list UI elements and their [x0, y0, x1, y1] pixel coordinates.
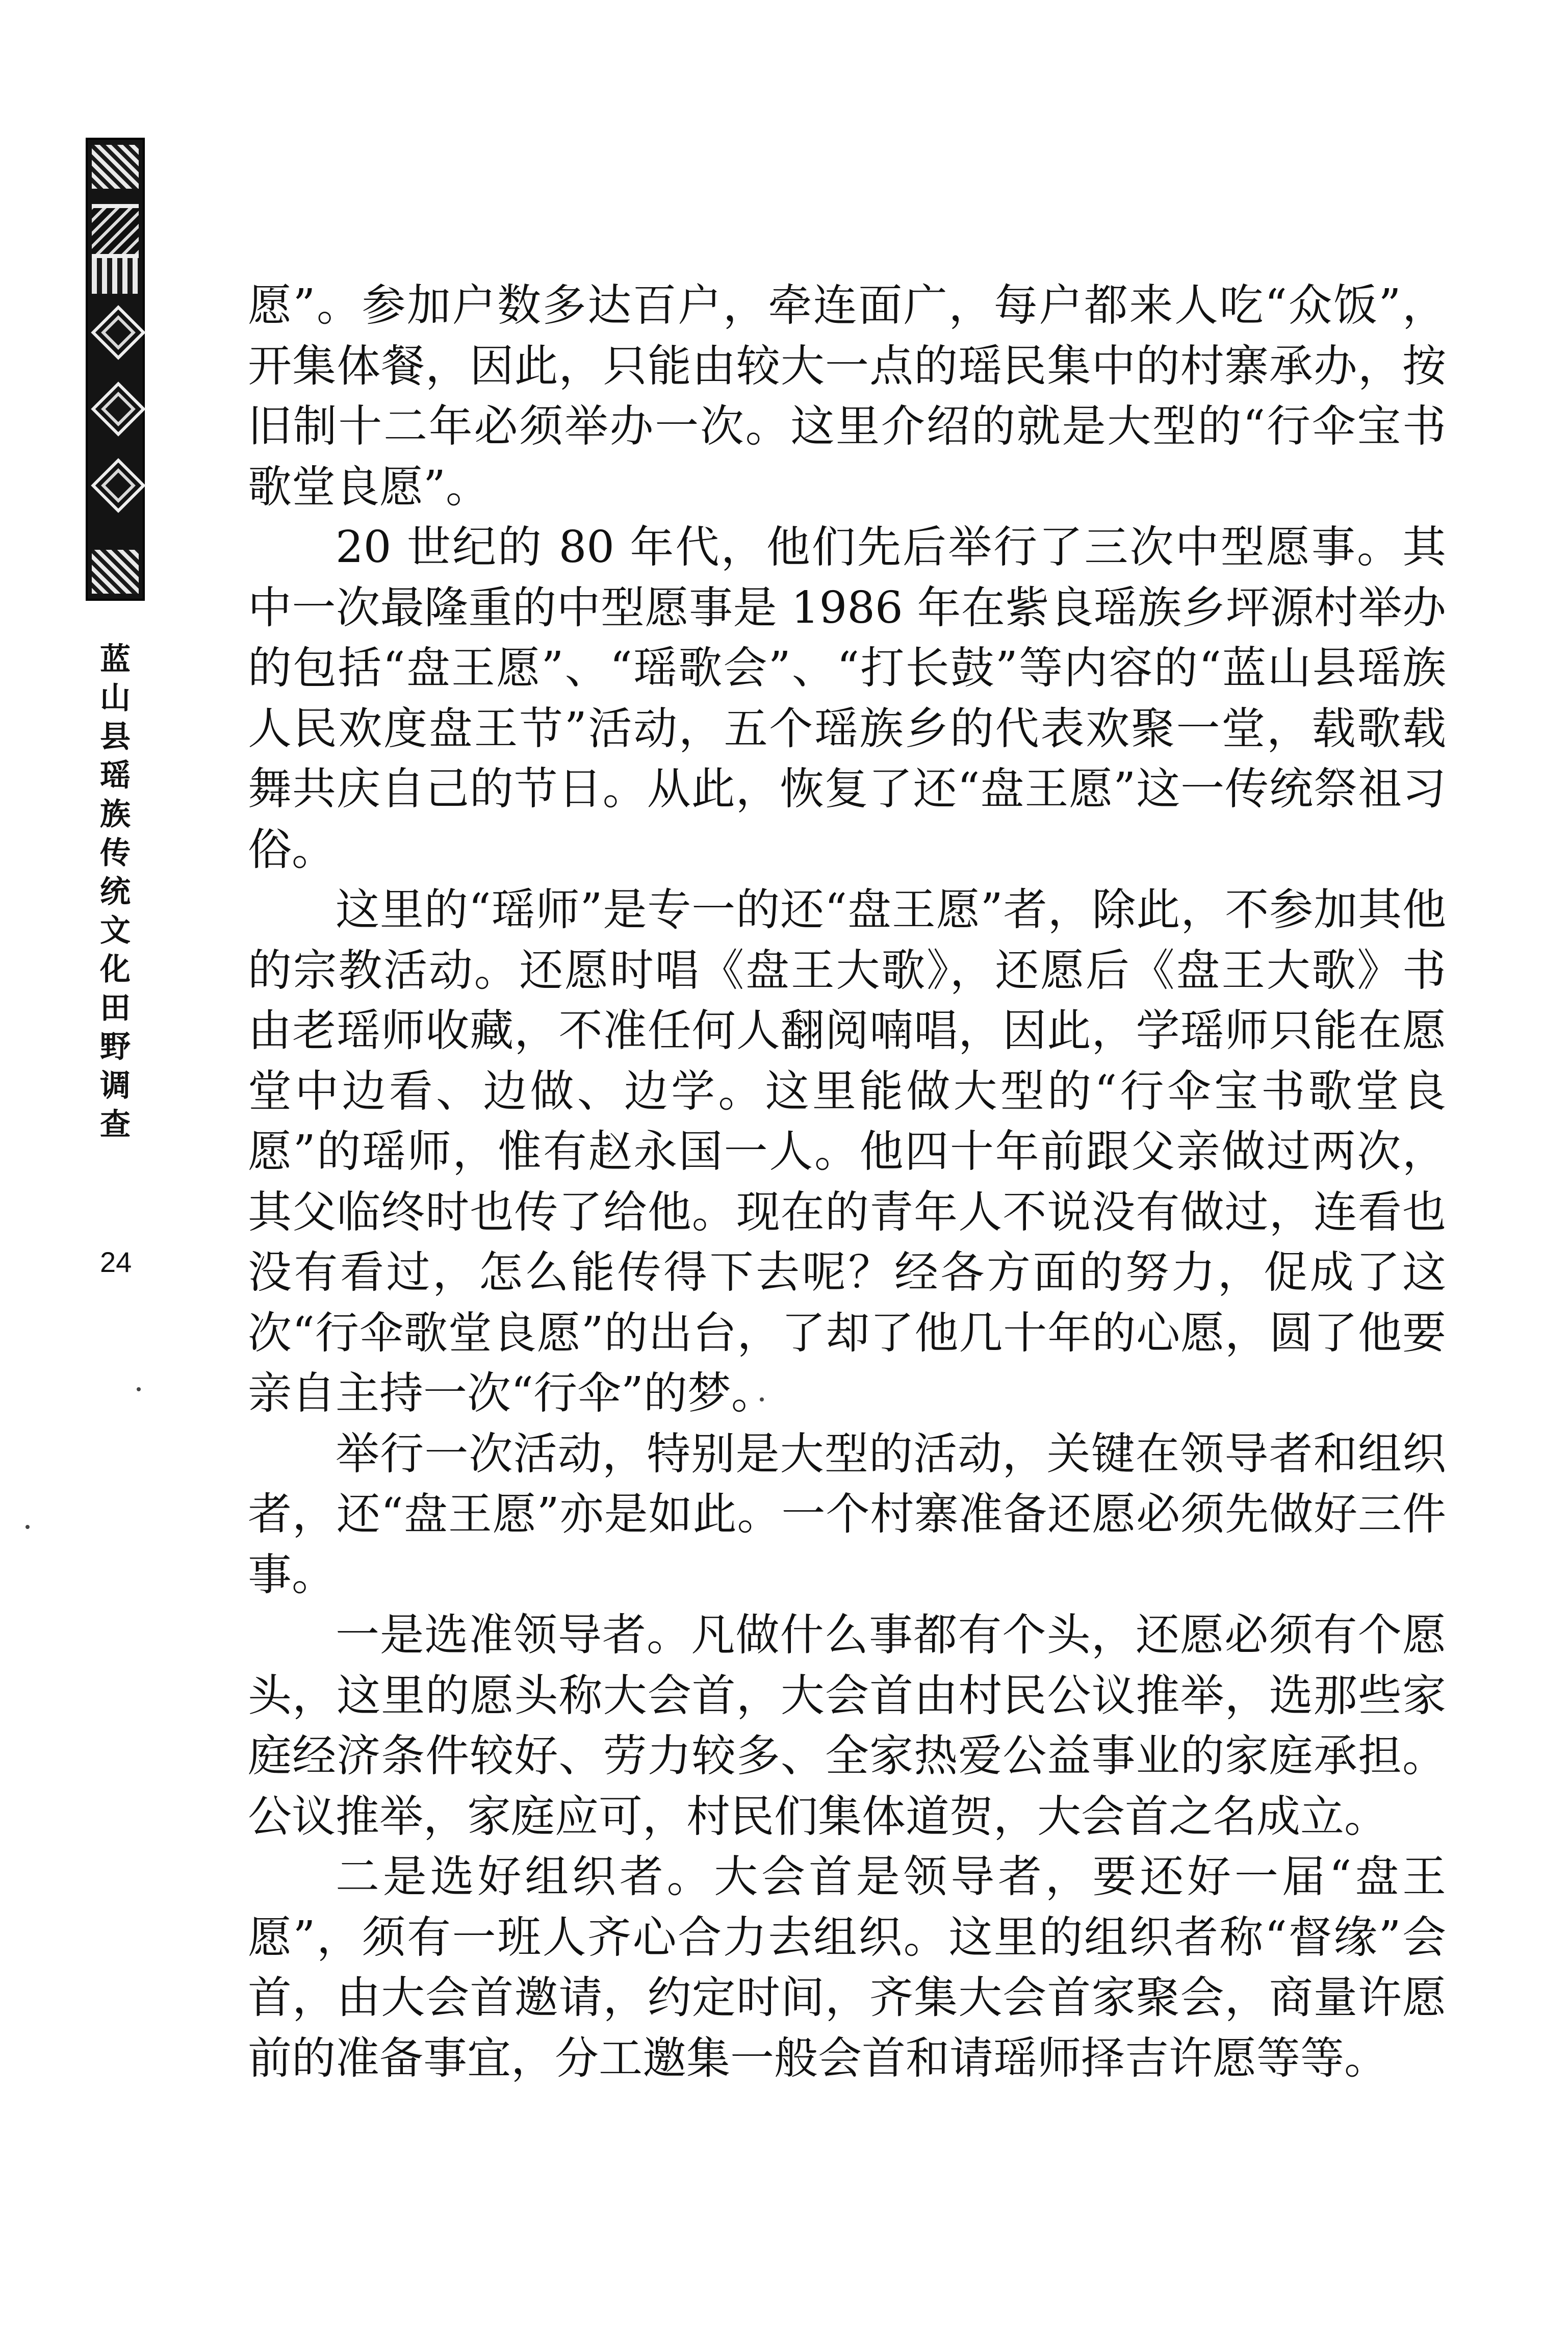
page-body	[248, 275, 1446, 2088]
diamond-ornament-icon	[91, 458, 145, 513]
paragraph: 愿”。参加户数多达百户，牵连面广，每户都来人吃“众饭”，开集体餐，因此，只能由较大一点的瑶民集中的村寨承办，按旧制十二年必须举办一次。这里介绍的就是大型的“行伞宝书歌堂良愿”。	[248, 280, 1446, 513]
scan-speck	[25, 1525, 30, 1529]
ornament-pattern-top	[92, 145, 139, 189]
paragraph: 这里的“瑶师”是专一的还“盘王愿”者，除此，不参加其他的宗教活动。还愿时唱《盘王大歌》，还愿后《盘王大歌》书由老瑶师收藏，不准任何人翻阅喃唱，因此，学瑶师只能在愿堂中边看、边做、边学。这里能做大型的“行伞宝书歌堂良愿”的瑶师，惟有赵永国一人。他四十年前跟父亲做过两次，其父临终时也传了给他。现在的青年人不说没有做过，连看也没有看过，怎么能传得下去呢？经各方面的努力，促成了这次“行伞歌堂良愿”的出台，了却了他几十年的心愿，圆了他要亲自主持一次“行伞”的梦。	[248, 884, 1446, 1419]
running-title: 蓝山县瑶族传统文化田野调查	[100, 642, 131, 1142]
paragraph: 举行一次活动，特别是大型的活动，关键在领导者和组织者，还“盘王愿”亦是如此。一个村寨准备还愿必须先做好三件事。	[248, 1428, 1446, 1600]
diamond-ornament-icon	[91, 381, 145, 436]
paragraph: 二是选好组织者。大会首是领导者，要还好一届“盘王愿”，须有一班人齐心合力去组织。这里的组织者称“督缘”会首，由大会首邀请，约定时间，齐集大会首家聚会，商量许愿前的准备事宜，分工邀集一般会首和请瑶师择吉许愿等等。	[248, 1851, 1446, 2084]
page-number: 24	[100, 1246, 132, 1278]
scan-speck	[137, 1387, 141, 1391]
ornament-diamonds	[92, 308, 139, 540]
ornament-pattern-bottom	[92, 550, 139, 594]
diamond-ornament-icon	[91, 305, 145, 360]
ornamental-band	[86, 138, 145, 601]
paragraph: 20 世纪的 80 年代，他们先后举行了三次中型愿事。其中一次最隆重的中型愿事是 1986 年在紫良瑶族乡坪源村举办的包括“盘王愿”、“瑶歌会”、“打长鼓”等内容的“蓝山县瑶族人民欢度盘王节”活动，五个瑶族乡的代表欢聚一堂，载歌载舞共庆自己的节日。从此，恢复了还“盘王愿”这一传统祭祖习俗。	[248, 522, 1446, 875]
paragraph: 一是选准领导者。凡做什么事都有个头，还愿必须有个愿头，这里的愿头称大会首，大会首由村民公议推举，选那些家庭经济条件较好、劳力较多、全家热爱公益事业的家庭承担。公议推举，家庭应可，村民们集体道贺，大会首之名成立。	[248, 1610, 1446, 1842]
ornament-pattern-middle	[92, 258, 139, 294]
ornament-pattern-bar	[92, 204, 139, 258]
